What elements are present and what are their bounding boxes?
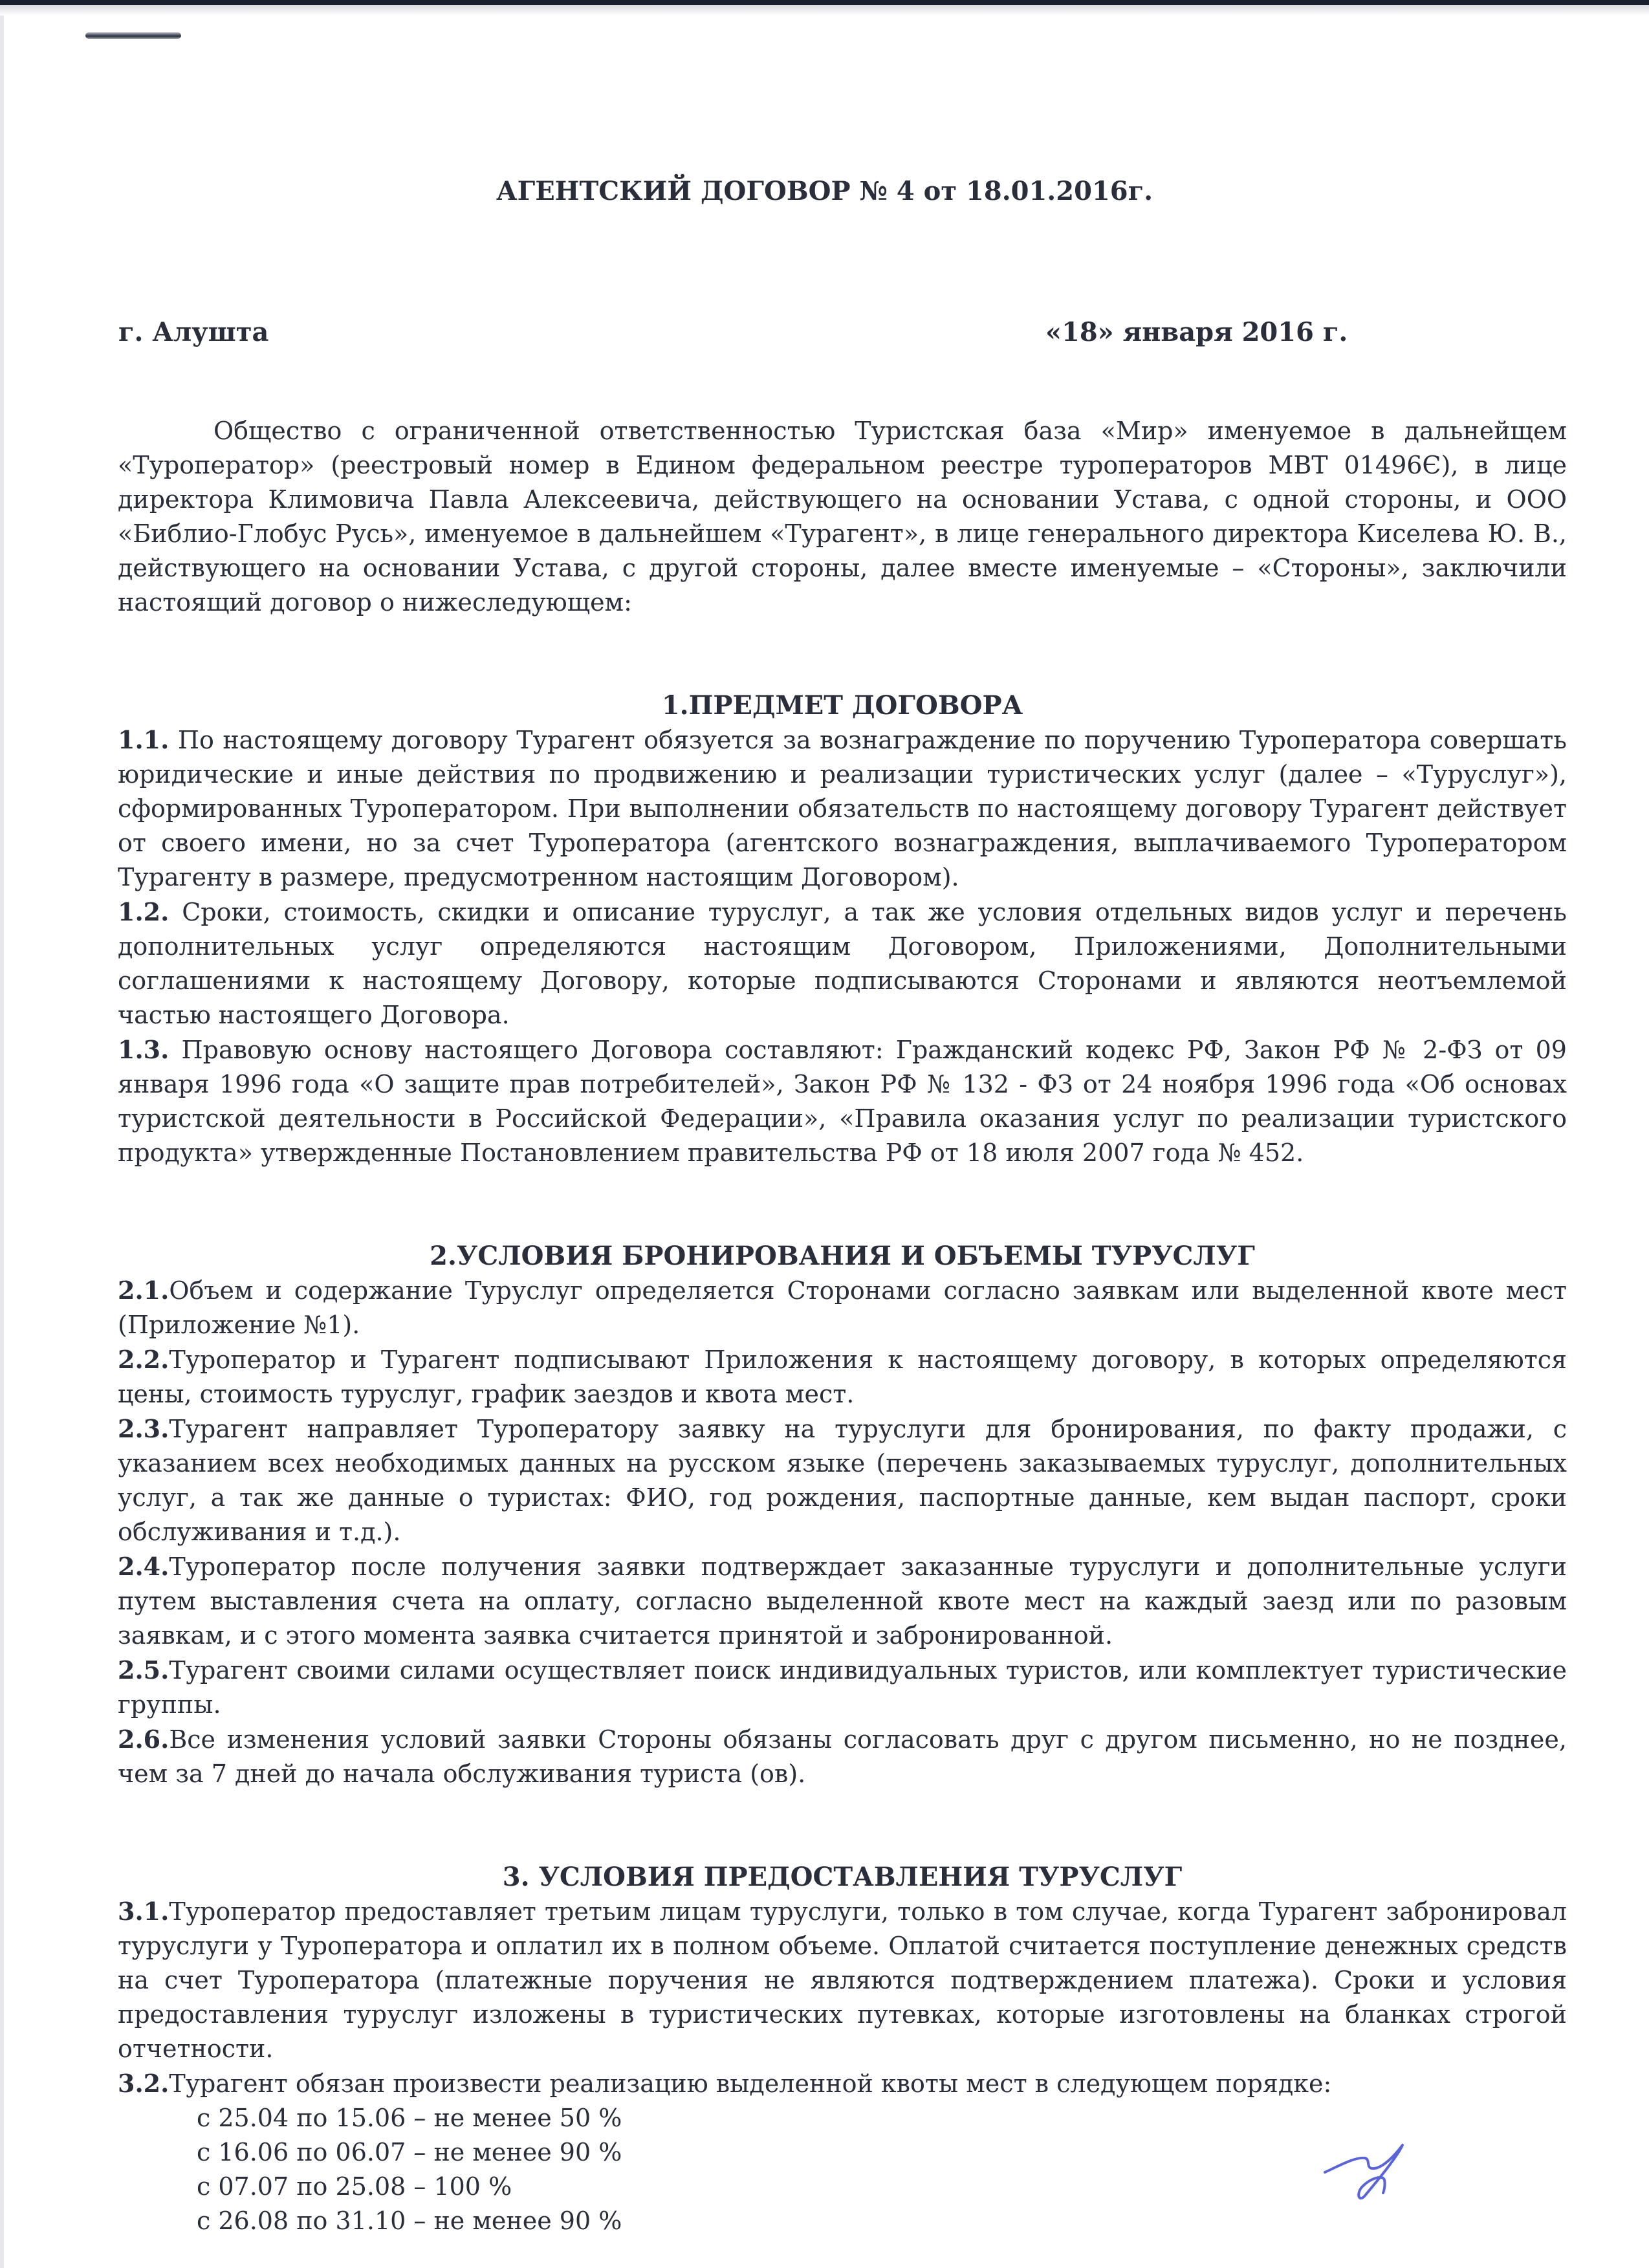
clause-number: 2.3. xyxy=(118,1414,169,1443)
clause-number: 1.1. xyxy=(118,725,169,754)
clause-text: Турагент обязан произвести реализацию выделенной квоты мест в следующем порядке: xyxy=(169,2069,1332,2098)
clause-text: Турагент направляет Туроператору заявку на туруслуги для бронирования, по факту продажи, с указанием всех необходимых данных на русском языке (перечень заказываемых туруслуг, дополнительных услуг, а так же данные о туристах: ФИО, год рождения, паспортные данные, кем выдан паспорт, сроки обслуживания и т.д.). xyxy=(118,1415,1567,1546)
clause-3-2 xyxy=(118,2066,1567,2101)
scan-top-edge xyxy=(0,0,1649,5)
clause-2-2 xyxy=(118,1342,1567,1412)
clause-text: Туроператор после получения заявки подтверждает заказанные туруслуги и дополнительные услуги путем выставления счета на оплату, согласно выделенной квоте мест на каждый заезд или по разовым заявкам, и с этого момента заявка считается принятой и забронированной. xyxy=(118,1553,1567,1650)
document-body xyxy=(118,414,1567,2238)
clause-text: Объем и содержание Туруслуг определяется Сторонами согласно заявкам или выделенной квоте мест (Приложение №1). xyxy=(118,1276,1567,1339)
clause-2-5 xyxy=(118,1653,1567,1722)
signature-icon xyxy=(1320,2141,1423,2212)
quota-period: с 16.06 по 06.07 – не менее 90 % xyxy=(197,2138,622,2166)
clause-number: 2.1. xyxy=(118,1276,169,1305)
section-3-heading: 3. УСЛОВИЯ ПРЕДОСТАВЛЕНИЯ ТУРУСЛУГ xyxy=(502,1862,1183,1892)
clause-3-1 xyxy=(118,1894,1567,2066)
clause-text: Сроки, стоимость, скидки и описание туруслуг, а так же условия отдельных видов услуг и перечень дополнительных услуг определяются настоящим Договором, Приложениями, Дополнительными соглашениями к настоящему Договору, которые подписываются Сторонами и являются неотъемлемой частью настоящего Договора. xyxy=(118,898,1567,1029)
clause-number: 3.2. xyxy=(118,2069,169,2098)
clause-1-2 xyxy=(118,895,1567,1032)
clause-number: 2.4. xyxy=(118,1552,169,1581)
clause-number: 2.5. xyxy=(118,1655,169,1685)
clause-text: Все изменения условий заявки Стороны обязаны согласовать друг с другом письменно, но не позднее, чем за 7 дней до начала обслуживания туриста (ов). xyxy=(118,1725,1567,1788)
clause-1-3 xyxy=(118,1032,1567,1170)
clause-number: 2.6. xyxy=(118,1725,169,1754)
document-date: «18» января 2016 г. xyxy=(1045,317,1348,347)
clause-text: Туроператор и Турагент подписывают Приложения к настоящему договору, в которых определяются цены, стоимость туруслуг, график заездов и квота мест. xyxy=(118,1346,1567,1408)
clause-number: 1.3. xyxy=(118,1035,169,1064)
section-2-heading: 2.УСЛОВИЯ БРОНИРОВАНИЯ И ОБЪЕМЫ ТУРУСЛУГ xyxy=(430,1241,1255,1271)
scan-paper-shadow xyxy=(0,5,1649,16)
clause-text: По настоящему договору Турагент обязуется за вознаграждение по поручению Туроператора совершать юридические и иные действия по продвижению и реализации туристических услуг (далее – «Туруслуг»), сформированных Туроператором. При выполнении обязательств по настоящему договору Турагент действует от своего имени, но за счет Туроператора (агентского вознаграждения, выплачиваемого Туроператором Турагенту в размере, предусмотренном настоящим Договором). xyxy=(118,726,1567,891)
clause-2-4 xyxy=(118,1549,1567,1653)
section-1-heading: 1.ПРЕДМЕТ ДОГОВОРА xyxy=(661,690,1023,721)
clause-2-1 xyxy=(118,1273,1567,1342)
preamble: Общество с ограниченной ответственностью Туристская база «Мир» именуемое в дальнейщем «Туроператор» (реестровый номер в Едином федеральном реестре туроператоров МВТ 01496Є), в лице директора Климовича Павла Алексеевича, действующего на основании Устава, с одной стороны, и ООО «Библио-Глобус Русь», именуемое в дальнейшем «Турагент», в лице генерального директора Киселева Ю. В., действующего на основании Устава, с другой стороны, далее вместе именуемые – «Стороны», заключили настоящий договор о нижеследующем: xyxy=(118,417,1567,616)
clause-number: 1.2. xyxy=(118,897,169,926)
clause-2-6 xyxy=(118,1722,1567,1791)
scan-left-edge xyxy=(0,0,4,2268)
clause-number: 2.2. xyxy=(118,1345,169,1374)
document-city: г. Алушта xyxy=(118,317,269,347)
quota-period: с 25.04 по 15.06 – не менее 50 % xyxy=(197,2104,622,2132)
quota-period: с 07.07 по 25.08 – 100 % xyxy=(197,2172,512,2201)
document-title: АГЕНТСКИЙ ДОГОВОР № 4 от 18.01.2016г. xyxy=(496,176,1153,206)
clause-number: 3.1. xyxy=(118,1897,169,1926)
clause-text: Правовую основу настоящего Договора составляют: Гражданский кодекс РФ, Закон РФ № 2-ФЗ от 09 января 1996 года «О защите прав потребителей», Закон РФ № 132 - ФЗ от 24 ноября 1996 года «Об основах туристской деятельности в Российской Федерации», «Правила оказания услуг по реализации туристского продукта» утвержденные Постановлением правительства РФ от 18 июля 2007 года № 452. xyxy=(118,1036,1567,1167)
clause-2-3 xyxy=(118,1412,1567,1549)
clause-text: Туроператор предоставляет третьим лицам туруслуги, только в том случае, когда Турагент забронировал туруслуги у Туроператора и оплатил их в полном объеме. Оплатой считается поступление денежных средств на счет Туроператора (платежные поручения не являются подтверждением платежа). Сроки и условия предоставления туруслуг изложены в туристических путевках, которые изготовлены на бланках строгой отчетности. xyxy=(118,1897,1567,2063)
staple-icon xyxy=(85,32,181,39)
quota-period: с 26.08 по 31.10 – не менее 90 % xyxy=(197,2207,622,2235)
clause-text: Турагент своими силами осуществляет поиск индивидуальных туристов, или комплектует туристические группы. xyxy=(118,1656,1567,1719)
clause-1-1 xyxy=(118,723,1567,895)
